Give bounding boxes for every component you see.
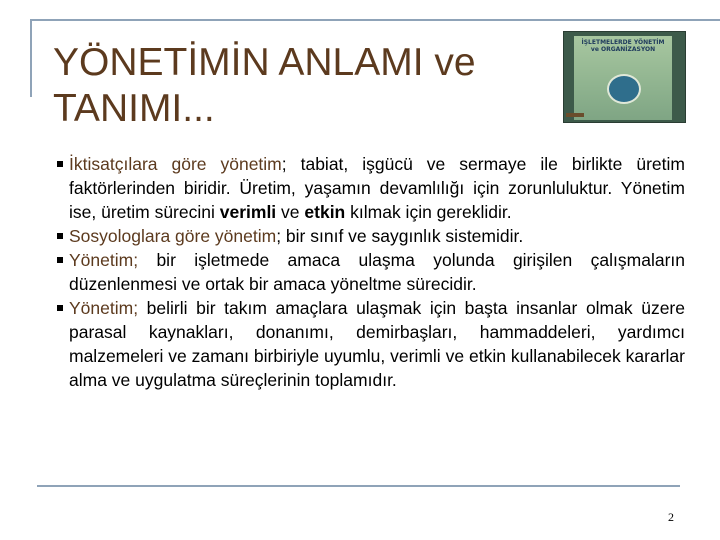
frame-bottom-line (37, 485, 680, 487)
bullet-list (57, 152, 685, 392)
bullet-item (57, 224, 685, 248)
bullet-lead: Sosyologlara göre yönetim (69, 226, 277, 246)
title-line-2: TANIMI... (53, 87, 215, 130)
bullet-marker (57, 233, 63, 239)
page-number: 2 (668, 510, 674, 524)
book-cover (574, 36, 672, 120)
bullet-text: kılmak için gereklidir. (345, 202, 512, 222)
bullet-lead: İktisatçılara göre yönetim (69, 154, 282, 174)
book-emblem (607, 74, 641, 104)
bullet-item (57, 296, 685, 392)
bullet-bold: verimli (219, 202, 277, 222)
frame-left-line (30, 19, 32, 97)
bullet-item (57, 152, 685, 224)
bullet-lead: Yönetim; (69, 250, 139, 270)
book-cover-image (563, 31, 686, 123)
bullet-text: belirli bir takım amaçlara ulaşmak için başta insanlar olmak üzere parasal kaynakları, donanımı, demirbaşları, hammaddeleri, yardımcı malzemeleri ve zamanı birbiriyle uyumlu, verimli ve etkin kullanabilecek kararlar alma ve uygulatma süreçlerinin toplamıdır. (69, 298, 685, 390)
frame-top-line (30, 19, 720, 21)
bullet-marker (57, 305, 63, 311)
slide-title (53, 40, 523, 132)
bullet-text: ; tabiat, işgücü ve sermaye ile birlikte üretim faktörlerinden biridir. Üretim, yaşamın devamlılığı için zorunluluktur. Yönetim ise, üretim sürecini (69, 154, 685, 222)
bullet-lead: Yönetim; (69, 298, 139, 318)
bullet-text: bir işletmede amaca ulaşma yolunda girişilen çalışmaların düzenlenmesi ve ortak bir amaca yöneltme sürecidir. (69, 250, 685, 294)
bullet-marker (57, 161, 63, 167)
bullet-text: ; bir sınıf ve saygınlık sistemidir. (276, 226, 524, 246)
book-cover-title: İŞLETMELERDE YÖNETİM ve ORGANİZASYON (581, 39, 665, 53)
bullet-marker (57, 257, 63, 263)
book-label (566, 113, 584, 117)
bullet-text: ve (276, 202, 305, 222)
bullet-item (57, 248, 685, 296)
title-line-1: YÖNETİMİN ANLAMI ve (53, 41, 476, 84)
bullet-bold: etkin (304, 202, 346, 222)
